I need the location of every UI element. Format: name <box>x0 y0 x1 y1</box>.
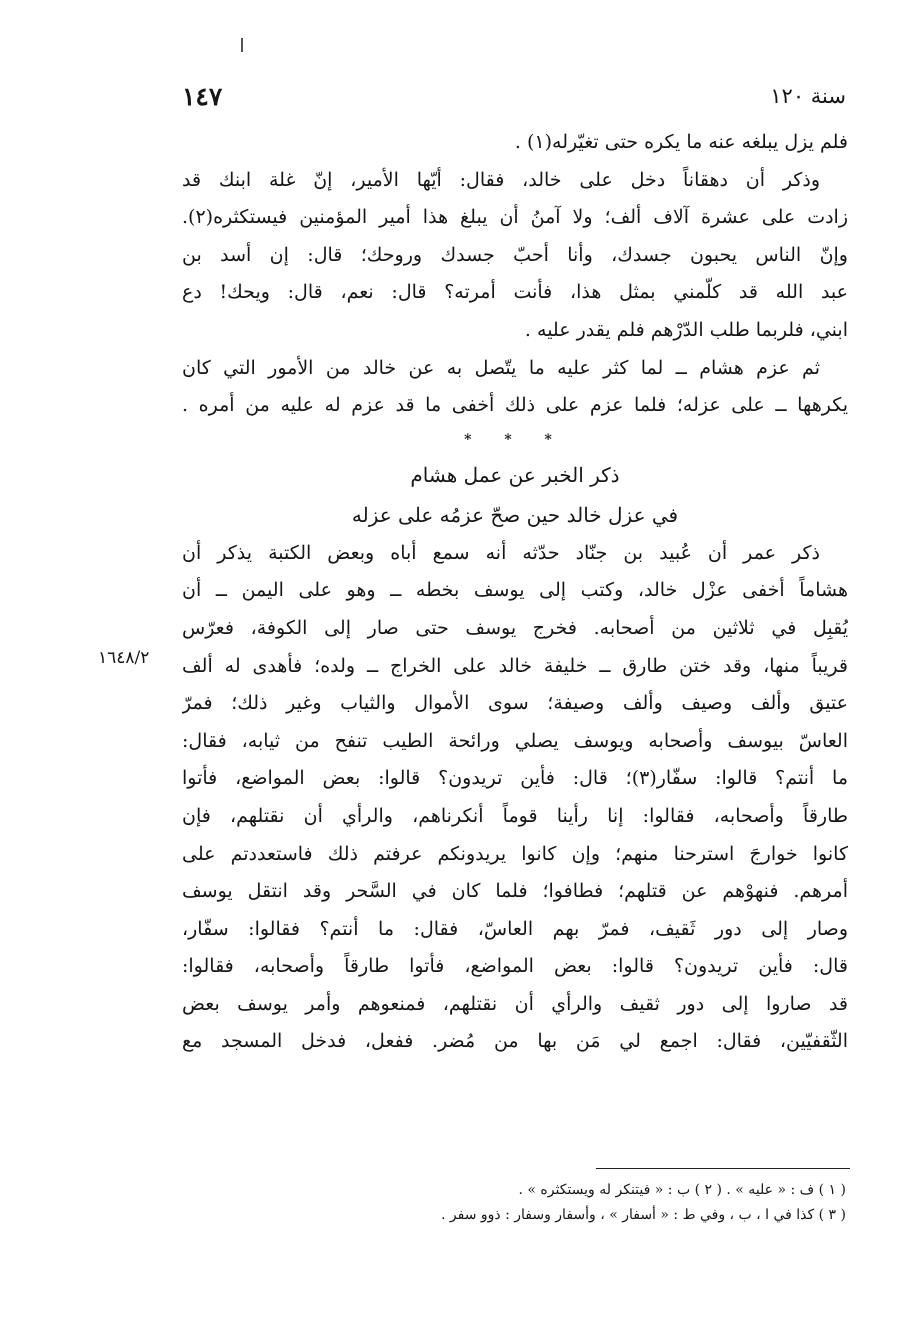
text-line: قال: فأين تريدون؟ قالوا: بعض المواضع، فأتوا طارقاً وأصحابه، فقالوا: <box>182 955 848 978</box>
text-line: ذكر عمر أن عُبيد بن جنّاد حدّثه أنه سمع أباه وبعض الكتبة يذكر أن <box>182 541 820 564</box>
text-line: طارقاً وأصحابه، فقالوا: إنا رأينا قوماً أنكرناهم، والرأي أن نقتلهم، فإن <box>182 804 848 827</box>
text-line: عتيق وألف وصيف وألف وصيفة؛ سوى الأموال والثياب وغير ذلك؛ فمرّ <box>182 692 848 715</box>
text-line: الثّقفيّين، فقال: اجمع لي مَن بها من مُضر. ففعل، فدخل المسجد مع <box>182 1030 848 1053</box>
text-line: ثم عزم هشام ــ لما كثر عليه ما يتّصل به عن خالد من الأمور التي كان <box>182 356 820 379</box>
text-line: العاسّ بيوسف وأصحابه ويوسف يصلي ورائحة الطيب تنفح من ثيابه، فقال: <box>182 729 848 752</box>
text-line: كانوا خوارجَ استرحنا منهم؛ وإن كانوا يريدونكم عرفتم ذلك فاستعددتم على <box>182 842 848 865</box>
text-line: يكرهها ــ على عزله؛ فلما عزم على ذلك أخفى ما قد عزم له عليه من أمره . <box>182 394 848 417</box>
text-line: أمرهم. فنهوْهم عن قتلهم؛ فطافوا؛ فلما كان في السَّحر وقد انتقل يوسف <box>182 880 848 903</box>
text-line: هشاماً أخفى عزْل خالد، وكتب إلى يوسف بخطه ــ وهو على اليمن ــ أن <box>182 579 848 602</box>
text-line: عبد الله قد كلّمني بمثل هذا، فأنت أمرته؟ قال: نعم، قال: ويحك! دع <box>182 281 848 304</box>
margin-tick-mark <box>241 38 243 52</box>
section-title-line: في عزل خالد حين صحّ عزمُه على عزله <box>351 502 679 527</box>
section-separator: * * * <box>464 431 566 448</box>
footnote-line: ( ١ ) ف : « عليه » . ( ٢ ) ب : « فيتنكر له ويستكثره » . <box>518 1182 846 1198</box>
section-title-line: ذكر الخبر عن عمل هشام <box>410 462 620 487</box>
text-line: ما أنتم؟ قالوا: سفّار(٣)؛ قال: فأين تريدون؟ قالوا: بعض المواضع، فأتوا <box>182 767 848 790</box>
main-text <box>182 124 848 1061</box>
text-line: قريباً منها، وقد ختن طارق ــ خليفة خالد على الخراج ــ ولده؛ فأهدى له ألف <box>182 654 848 677</box>
text-line: يُقبِل في ثلاثين من أصحابه. فخرج يوسف حتى صار إلى الكوفة، فعرّس <box>182 616 848 639</box>
page-header <box>178 82 848 118</box>
text-line: زادت على عشرة آلاف ألف؛ ولا آمنُ أن يبلغ هذا أمير المؤمنين فيستكثره(٢). <box>182 206 848 229</box>
text-line: ابني، فلربما طلب الدّرْهم فلم يقدر عليه . <box>524 318 848 341</box>
footnote-rule <box>596 1168 850 1169</box>
running-head-year: سنة ١٢٠ <box>770 84 846 108</box>
footnotes <box>240 1178 846 1228</box>
footnote-line: ( ٣ ) كذا في ا ، ب ، وفي ط : « أسفار » ، وأسفار وسفار : ذوو سفر . <box>440 1207 846 1223</box>
text-line: وإنّ الناس يحبون جسدك، وأنا أحبّ جسدك وروحك؛ قال: إن أسد بن <box>182 243 848 266</box>
text-line: وذكر أن دهقاناً دخل على خالد، فقال: أيّها الأمير، إنّ غلة ابنك قد <box>182 168 820 191</box>
text-line: وصار إلى دور ثَقيف، فمرّ بهم العاسّ، فقال: ما أنتم؟ فقالوا: سفّار، <box>182 917 848 940</box>
margin-page-reference: ١٦٤٨/٢ <box>98 648 150 668</box>
page-number: ١٤٧ <box>182 82 223 111</box>
text-line: قد صاروا إلى دور ثقيف والرأي أن نقتلهم، فمنعوهم وأمر يوسف بعض <box>182 992 848 1015</box>
text-line: فلم يزل يبلغه عنه ما يكره حتى تغيّرله(١) . <box>514 131 848 153</box>
